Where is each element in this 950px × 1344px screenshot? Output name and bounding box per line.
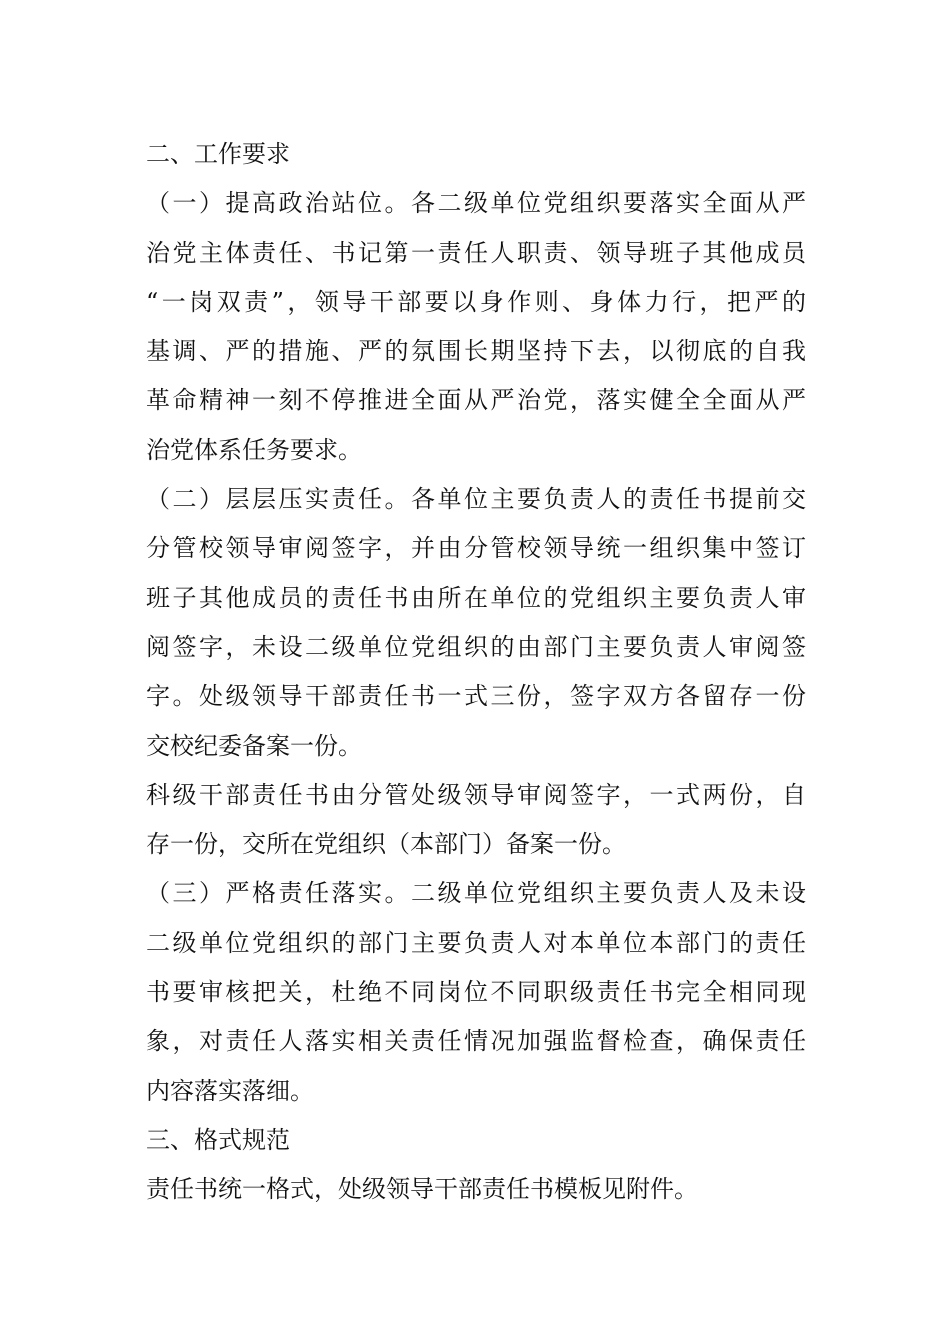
paragraph-line: 内容落实落细。: [146, 1076, 314, 1105]
paragraph-line: 交校纪委备案一份。: [146, 731, 362, 760]
paragraph-line: 字。处级领导干部责任书一式三份，签字双方各留存一份: [146, 682, 806, 711]
paragraph-line: “一岗双责”，领导干部要以身作则、身体力行，把严的: [146, 287, 806, 316]
document-body: [146, 130, 806, 1215]
paragraph-line: （三）严格责任落实。二级单位党组织主要负责人及未设: [146, 879, 806, 908]
paragraph-line: 象，对责任人落实相关责任情况加强监督检查，确保责任: [146, 1027, 806, 1056]
paragraph-line: 基调、严的措施、严的氛围长期坚持下去，以彻底的自我: [146, 337, 806, 366]
paragraph-line: （一）提高政治站位。各二级单位党组织要落实全面从严: [146, 189, 806, 218]
paragraph-line: 书要审核把关，杜绝不同岗位不同职级责任书完全相同现: [146, 978, 806, 1007]
paragraph-line: 责任书统一格式，处级领导干部责任书模板见附件。: [146, 1175, 698, 1204]
section-heading-work-requirements: 二、工作要求: [146, 140, 290, 168]
paragraph-line: 阅签字，未设二级单位党组织的由部门主要负责人审阅签: [146, 632, 806, 661]
paragraph-line: 革命精神一刻不停推进全面从严治党，落实健全全面从严: [146, 386, 806, 415]
section-heading-format-spec: 三、格式规范: [146, 1125, 290, 1154]
paragraph-line: 二级单位党组织的部门主要负责人对本单位本部门的责任: [146, 928, 806, 957]
paragraph-line: 治党主体责任、书记第一责任人职责、领导班子其他成员: [146, 238, 806, 267]
paragraph-line: 科级干部责任书由分管处级领导审阅签字，一式两份，自: [146, 780, 806, 809]
paragraph-line: 班子其他成员的责任书由所在单位的党组织主要负责人审: [146, 583, 806, 612]
paragraph-line: 分管校领导审阅签字，并由分管校领导统一组织集中签订: [146, 534, 806, 563]
paragraph-line: 治党体系任务要求。: [146, 435, 362, 464]
paragraph-line: （二）层层压实责任。各单位主要负责人的责任书提前交: [146, 485, 806, 514]
paragraph-line: 存一份，交所在党组织（本部门）备案一份。: [146, 830, 626, 859]
